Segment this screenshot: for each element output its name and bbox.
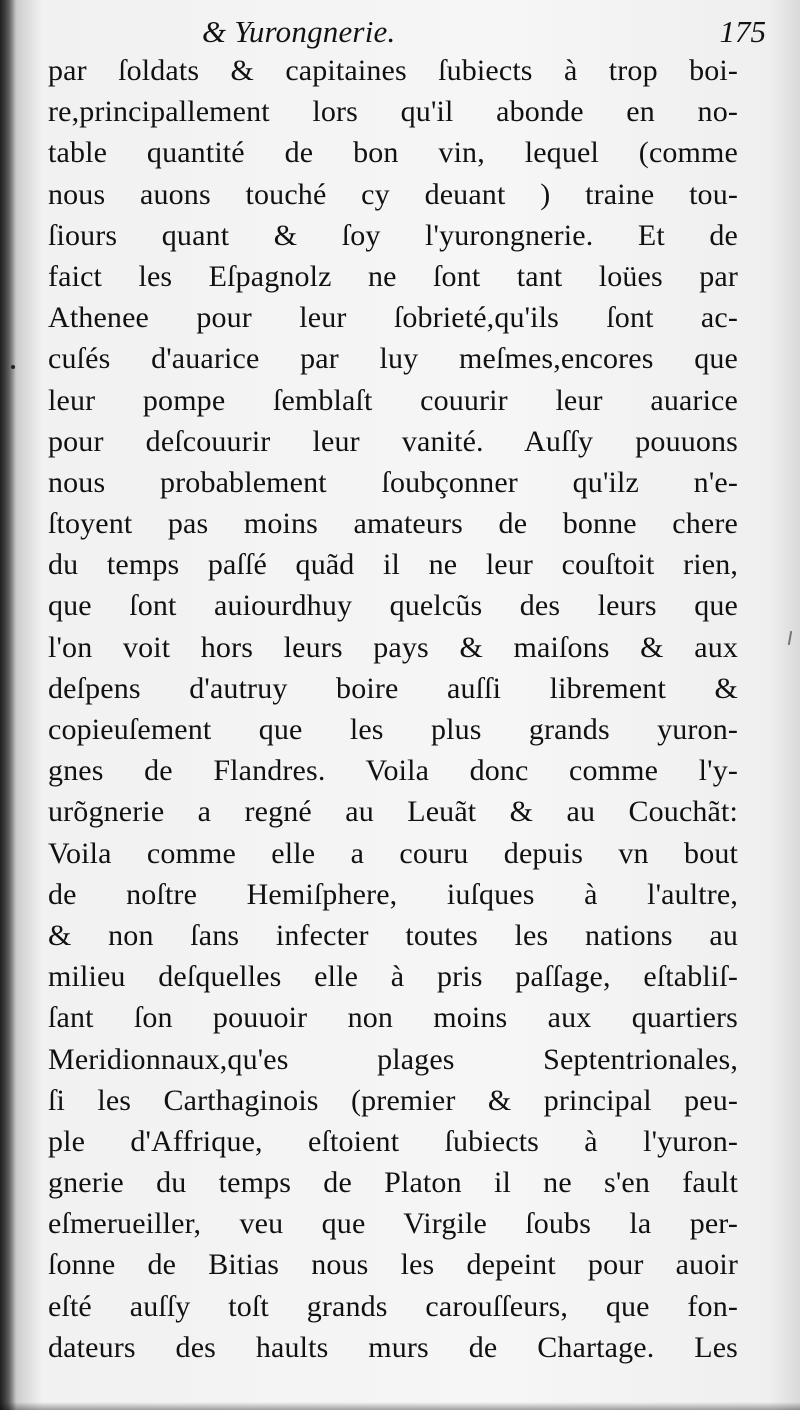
page-number: 175	[719, 14, 766, 49]
text-line: l'on voit hors leurs pays & maiſons & aux	[48, 630, 738, 664]
text-line: ſonne de Bitias nous les depeint pour auoir	[48, 1248, 738, 1282]
text-line: deſpens d'autruy boire auſſi librement &	[48, 671, 738, 705]
text-line: de noſtre Hemiſphere, iuſques à l'aultre,	[48, 877, 738, 911]
text-line: urõgnerie a regné au Leuãt & au Couchãt:	[48, 795, 738, 829]
body-text	[48, 50, 738, 1368]
text-line: eſmerueiller, veu que Virgile ſoubs la per-	[48, 1207, 738, 1241]
text-line: Voila comme elle a couru depuis vn bout	[48, 836, 738, 870]
text-line: gnes de Flandres. Voila donc comme l'y-	[48, 754, 738, 788]
text-line: ſiours quant & ſoy l'yurongnerie. Et de	[48, 218, 738, 252]
text-line: Athenee pour leur ſobrieté,qu'ils ſont ac-	[48, 301, 738, 335]
margin-mark	[788, 631, 792, 645]
text-line: dateurs des haults murs de Chartage. Les	[48, 1330, 738, 1364]
page-bottom-edge	[0, 1402, 800, 1410]
text-line: nous probablement ſoubçonner qu'ilz n'e-	[48, 465, 738, 499]
text-line: eſté auſſy toſt grands carouſſeurs, que fon-	[48, 1289, 738, 1323]
text-line: re,principallement lors qu'il abonde en no-	[48, 95, 738, 129]
text-line: cuſés d'auarice par luy meſmes,encores que	[48, 342, 738, 376]
ink-speck	[11, 365, 15, 369]
running-title: & Yurongnerie.	[202, 14, 396, 49]
text-line: gnerie du temps de Platon il ne s'en fault	[48, 1166, 738, 1200]
text-line: & non ſans infecter toutes les nations au	[48, 918, 738, 952]
text-line: du temps paſſé quãd il ne leur couſtoit rien,	[48, 548, 738, 582]
text-line: que ſont auiourdhuy quelcũs des leurs que	[48, 589, 738, 623]
text-line: ple d'Affrique, eſtoient ſubiects à l'yuron-	[48, 1124, 738, 1158]
text-line: copieuſement que les plus grands yuron-	[48, 713, 738, 746]
text-line: leur pompe ſemblaſt couurir leur auarice	[48, 383, 738, 417]
text-line: par ſoldats & capitaines ſubiects à trop boi-	[48, 54, 738, 87]
text-line: ſi les Carthaginois (premier & principal peu-	[48, 1083, 738, 1117]
text-line: faict les Eſpagnolz ne ſont tant loües par	[48, 259, 738, 293]
text-line: ſant ſon pouuoir non moins aux quartiers	[48, 1001, 738, 1035]
text-line: ſtoyent pas moins amateurs de bonne chere	[48, 507, 738, 541]
text-line: pour deſcouurir leur vanité. Auſſy pouuons	[48, 424, 738, 458]
text-line: table quantité de bon vin, lequel (comme	[48, 136, 738, 170]
text-line: Meridionnaux,qu'es plages Septentrionales,	[48, 1042, 738, 1076]
binding-shadow	[0, 0, 16, 1410]
text-line: milieu deſquelles elle à pris paſſage, eſtabliſ-	[48, 960, 738, 994]
text-line: nous auons touché cy deuant ) traine tou-	[48, 177, 738, 211]
